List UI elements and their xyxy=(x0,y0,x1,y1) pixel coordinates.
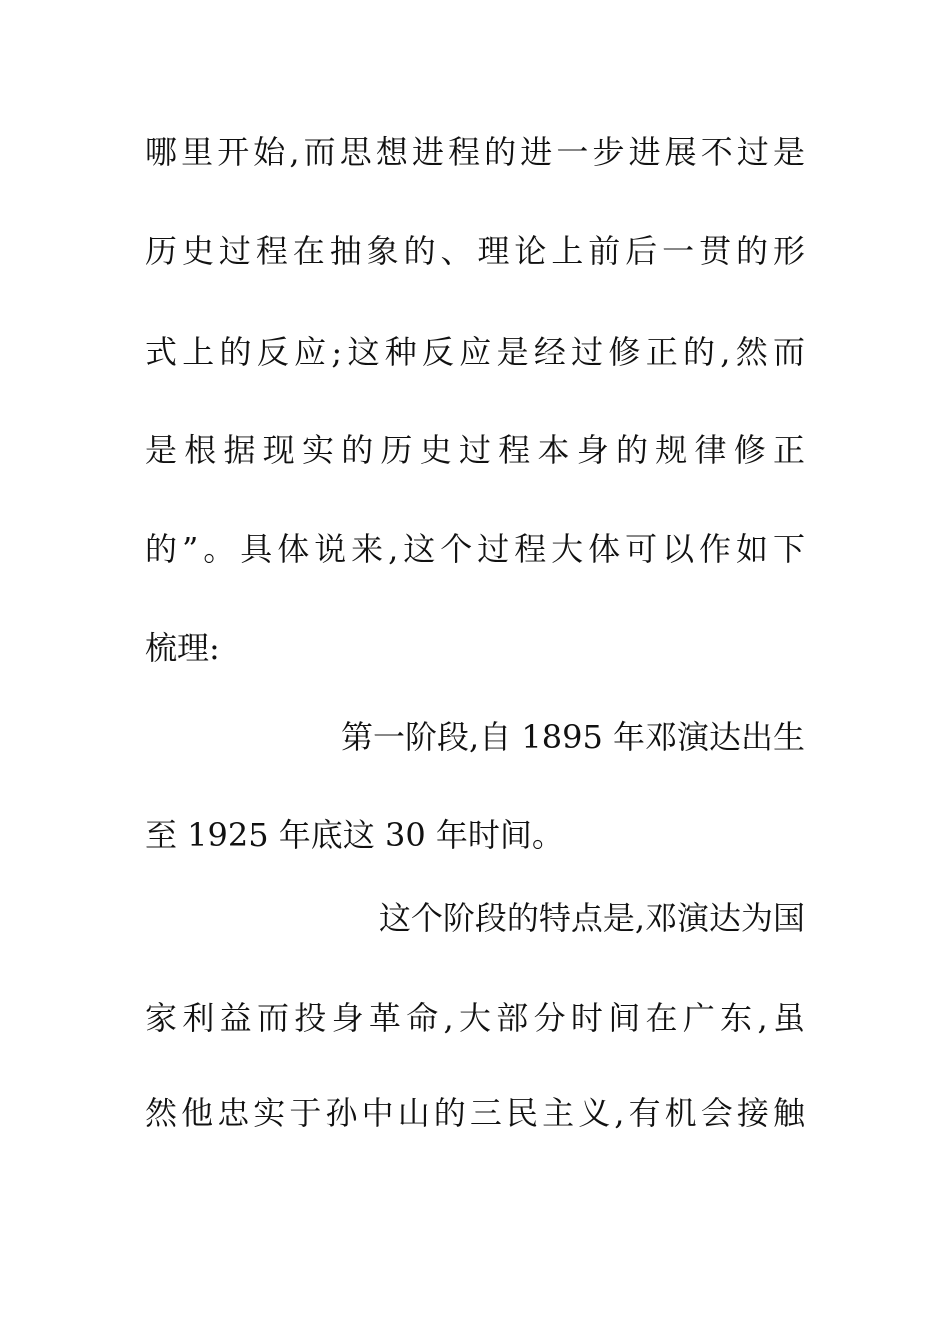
text-line-5: 的”。具体说来,这个过程大体可以作如下 xyxy=(145,530,805,568)
text-line-7: 第一阶段,自 1895 年邓演达出生 xyxy=(341,718,805,756)
text-line-9: 这个阶段的特点是,邓演达为国 xyxy=(378,899,805,937)
text-line-1: 哪里开始,而思想进程的进一步进展不过是 xyxy=(145,133,805,171)
text-line-10: 家利益而投身革命,大部分时间在广东,虽 xyxy=(145,999,805,1037)
text-line-4: 是根据现实的历史过程本身的规律修正 xyxy=(145,431,805,469)
text-line-6: 梳理: xyxy=(145,629,220,667)
text-line-11: 然他忠实于孙中山的三民主义,有机会接触 xyxy=(145,1094,805,1132)
text-line-8: 至 1925 年底这 30 年时间。 xyxy=(145,816,564,854)
text-line-2: 历史过程在抽象的、理论上前后一贯的形 xyxy=(145,232,805,270)
text-line-3: 式上的反应;这种反应是经过修正的,然而 xyxy=(145,333,805,371)
